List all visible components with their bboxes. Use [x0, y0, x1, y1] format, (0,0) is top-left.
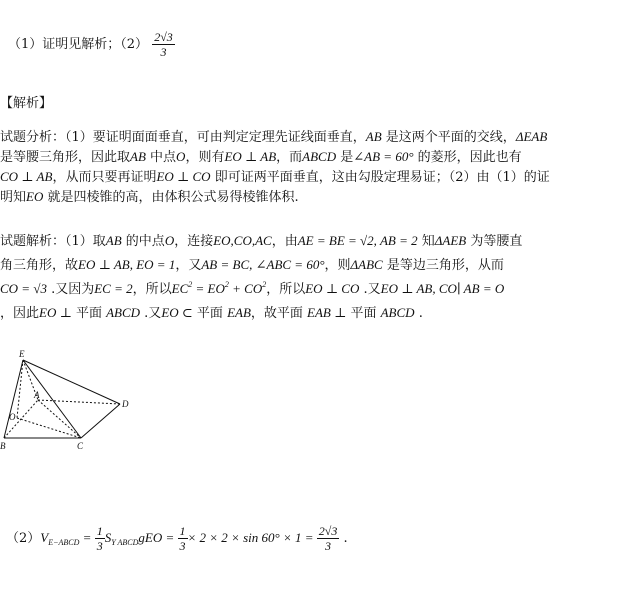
fraction-3	[317, 524, 340, 553]
math: EO	[144, 530, 163, 545]
pyramid-figure	[0, 348, 140, 458]
text: .	[414, 306, 423, 321]
math: AE = BE = √2, AB = 2	[297, 233, 418, 248]
solution-line-4	[0, 302, 423, 321]
math: EO ⊥ CO	[305, 281, 360, 296]
sup: 2	[188, 280, 193, 289]
text: ，从而只要再证明	[52, 170, 157, 185]
answer-frac-num: 2√3	[154, 30, 173, 44]
text: 是	[336, 150, 354, 165]
sup: 2	[262, 280, 267, 289]
den: 3	[96, 539, 103, 553]
text: 明知	[0, 190, 27, 205]
solution-line-1	[0, 230, 522, 249]
area-symbol	[105, 530, 139, 545]
math: CO = √3	[0, 281, 47, 296]
analysis-line-3	[0, 166, 550, 185]
text: .又	[359, 282, 381, 297]
answer-frac-den: 3	[160, 45, 167, 59]
text: ，又	[175, 258, 202, 273]
text: 的中点	[121, 234, 165, 249]
math: EC = 2	[94, 281, 133, 296]
sub: E−ABCD	[48, 538, 80, 547]
fraction-1	[95, 524, 105, 553]
math: EAB	[227, 305, 251, 320]
edge-EO	[17, 360, 23, 418]
text: ，而	[276, 150, 303, 165]
volume-symbol	[40, 530, 79, 545]
math: EO	[26, 189, 44, 204]
math: ΔEAB	[515, 129, 548, 144]
text: 平面	[71, 306, 107, 321]
math-pythagoras	[172, 281, 267, 296]
math: EO ⊥ CO	[156, 169, 211, 184]
edge-CD	[81, 404, 120, 438]
num: 1	[96, 524, 103, 538]
label-B: B	[0, 441, 6, 451]
math: ABCD	[302, 149, 337, 164]
math: S	[104, 530, 112, 545]
math: =	[79, 530, 95, 545]
section-title: 【解析】	[0, 96, 53, 111]
text: ，连接	[174, 234, 214, 249]
text: 的菱形，因此也有	[413, 150, 522, 165]
text: 知	[417, 234, 435, 249]
edge-EB	[4, 360, 23, 438]
analysis-line-2	[0, 146, 522, 165]
text: 就是四棱锥的高，由体积公式易得棱锥体积.	[43, 190, 299, 205]
math: =	[162, 530, 178, 545]
math: ABCD	[380, 305, 415, 320]
edge-AD	[38, 400, 120, 404]
math: EO ⊥	[39, 305, 72, 320]
math: g	[138, 530, 145, 545]
text: （2）	[6, 531, 41, 546]
fraction-2	[178, 524, 188, 553]
edge-EC	[23, 360, 81, 438]
text: ，因此	[0, 306, 40, 321]
num: 2√3	[318, 524, 338, 538]
answer-text: （1）证明见解析；（2）	[8, 37, 149, 52]
text: .又因为	[46, 282, 95, 297]
part2-line	[6, 524, 348, 553]
text: 试题解析：（1）取	[0, 234, 106, 249]
answer-line	[8, 30, 175, 59]
math: AB	[130, 149, 146, 164]
math: V	[40, 530, 49, 545]
math: ΔABC	[350, 257, 383, 272]
math: ABCD	[106, 305, 141, 320]
math: EO ⊥ AB, CO∣ AB = O	[380, 281, 505, 296]
analysis-line-1	[0, 126, 547, 145]
text: 为等腰直	[466, 234, 523, 249]
den: 3	[325, 539, 332, 553]
label-D: D	[122, 399, 129, 409]
answer-fraction	[152, 30, 175, 59]
num: 1	[179, 524, 186, 538]
math: EO ⊥ AB, EO = 1	[78, 257, 176, 272]
solution-line-3	[0, 278, 504, 297]
text: 试题分析：（1）要证明面面垂直，可由判定定理先证线面垂直，	[0, 130, 366, 145]
math: × 2 × 2 × sin 60° × 1 =	[187, 530, 317, 545]
sub: Y ABCD	[111, 538, 139, 547]
math: EO,CO,AC	[213, 233, 272, 248]
text: ，所以	[266, 282, 306, 297]
math: EC	[171, 281, 189, 296]
math: AB	[365, 129, 382, 144]
math: AB = BC, ∠ABC = 60°	[201, 257, 325, 272]
math: EO ⊂	[161, 305, 193, 320]
text: 是等腰三角形，因此取	[0, 150, 131, 165]
text: 平面	[346, 306, 381, 321]
text: ，所以	[132, 282, 172, 297]
text: ，由	[271, 234, 298, 249]
math: = EO	[192, 281, 225, 296]
text: ，则	[324, 258, 351, 273]
text: 是这两个平面的交线，	[381, 130, 516, 145]
label-C: C	[77, 441, 84, 451]
text: .	[339, 531, 348, 546]
math: EO ⊥ AB	[224, 149, 277, 164]
label-O: O	[9, 412, 16, 422]
math: ΔAEB	[434, 233, 467, 248]
text: ，则有	[185, 150, 225, 165]
math: ∠AB = 60°	[353, 149, 414, 164]
den: 3	[179, 539, 186, 553]
edge-OC	[17, 418, 81, 438]
math: AB	[105, 233, 122, 248]
math: EAB ⊥	[307, 305, 347, 320]
label-E: E	[19, 349, 25, 359]
text: 是等边三角形，从而	[382, 258, 504, 273]
math: O	[176, 149, 186, 164]
analysis-line-4	[0, 186, 299, 205]
edge-AC	[38, 400, 81, 438]
solution-line-2	[0, 254, 504, 273]
text: ，故平面	[250, 306, 308, 321]
math: + CO	[228, 281, 263, 296]
math: O	[164, 233, 175, 248]
text: 中点	[145, 150, 177, 165]
math: CO ⊥ AB	[0, 169, 53, 184]
label-A: A	[34, 390, 40, 400]
text: 角三角形，故	[0, 258, 79, 273]
text: .又	[140, 306, 162, 321]
sup: 2	[224, 280, 229, 289]
text: 平面	[192, 306, 228, 321]
text: 即可证两平面垂直，这由勾股定理易证；（2）由（1）的证	[210, 170, 550, 185]
